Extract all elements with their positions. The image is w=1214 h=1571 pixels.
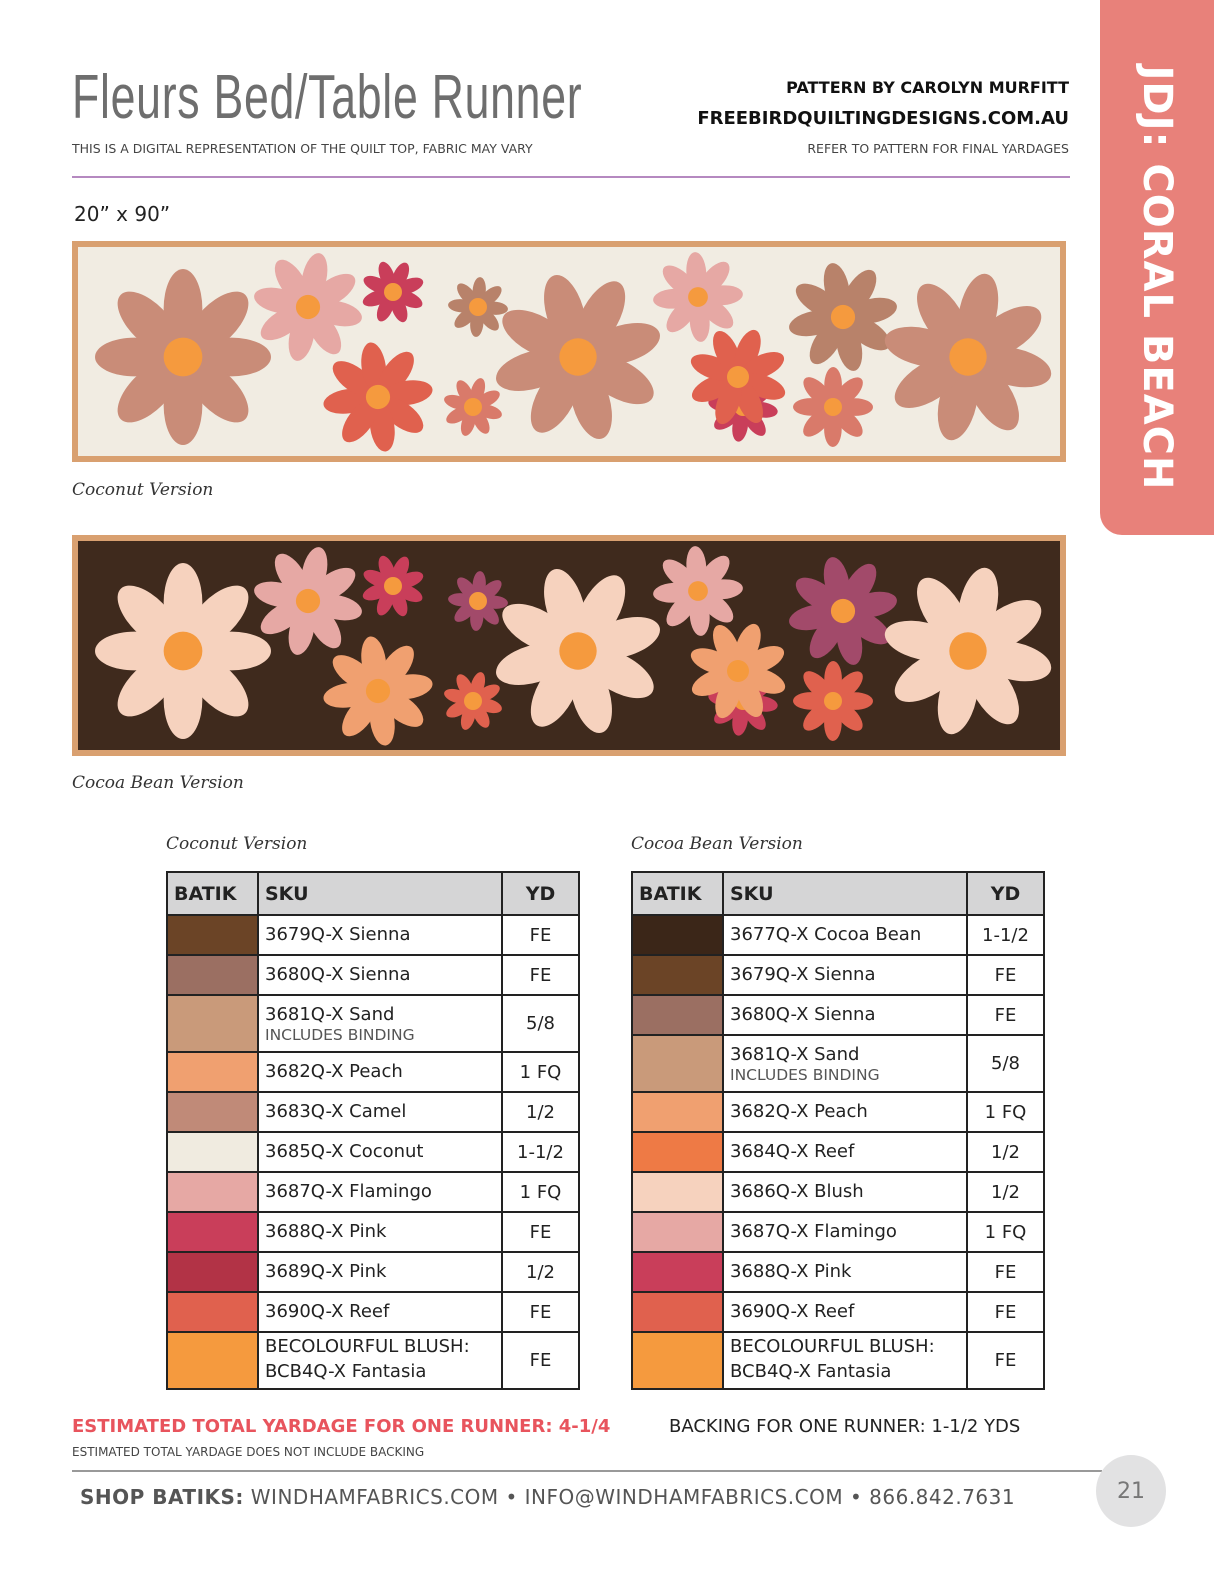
quilt-illustration (78, 541, 1060, 750)
sku-cell (723, 1172, 967, 1212)
sku: 3679Q-X Sienna (265, 924, 411, 945)
fabric-swatch (167, 1252, 258, 1292)
footer-phone: 866.842.7631 (869, 1485, 1016, 1509)
subtitle: THIS IS A DIGITAL REPRESENTATION OF THE QUILT TOP, FABRIC MAY VARY (72, 141, 533, 156)
column-header: YD (967, 872, 1044, 915)
sku-cell (258, 995, 502, 1052)
table-caption: Cocoa Bean Version (631, 834, 803, 854)
flower-center (464, 398, 482, 416)
table-row (632, 1092, 1044, 1132)
table-row (167, 1132, 579, 1172)
footer-website-link[interactable]: WINDHAMFABRICS.COM (250, 1485, 499, 1509)
flower-center (727, 366, 749, 388)
table-row (632, 1332, 1044, 1389)
estimated-yardage: ESTIMATED TOTAL YARDAGE FOR ONE RUNNER: 4-1/4 (72, 1416, 611, 1437)
sku: 3687Q-X Flamingo (730, 1221, 897, 1242)
flower-center (559, 632, 596, 669)
footer: SHOP BATIKS: WINDHAMFABRICS.COM • INFO@WINDHAMFABRICS.COM • 866.842.7631 (80, 1485, 1016, 1509)
backing-yardage: BACKING FOR ONE RUNNER: 1-1/2 YDS (669, 1416, 1021, 1437)
flower-center (464, 692, 482, 710)
table-row (632, 995, 1044, 1035)
sku-cell (723, 915, 967, 955)
sku-cell (258, 1252, 502, 1292)
sku-cell (258, 1172, 502, 1212)
table-header-row (167, 872, 579, 915)
fabric-swatch (632, 1332, 723, 1389)
table-row (632, 1035, 1044, 1092)
table-row (167, 1172, 579, 1212)
table-row (167, 1052, 579, 1092)
sku-cell (258, 1212, 502, 1252)
yardage-cell: FE (967, 995, 1044, 1035)
sku-cell (258, 915, 502, 955)
fabric-swatch (167, 955, 258, 995)
table-caption: Coconut Version (166, 834, 308, 854)
column-header: BATIK (632, 872, 723, 915)
fabric-swatch (167, 1212, 258, 1252)
sku-cell (723, 955, 967, 995)
sku: 3688Q-X Pink (265, 1221, 387, 1242)
table-row (632, 1292, 1044, 1332)
yardage-cell: FE (967, 1332, 1044, 1389)
quilt-caption: Coconut Version (72, 480, 214, 500)
sku-line2: BCB4Q-X Fantasia (265, 1360, 427, 1382)
flower-center (296, 589, 320, 613)
sku-cell (723, 1212, 967, 1252)
yardage-cell: 1 FQ (967, 1092, 1044, 1132)
sku: 3682Q-X Peach (265, 1061, 403, 1082)
sku-cell (723, 1252, 967, 1292)
fabric-swatch (632, 1132, 723, 1172)
yardage-cell: FE (502, 1292, 579, 1332)
sku-cell (258, 1052, 502, 1092)
table-row (632, 1172, 1044, 1212)
designer-website: FREEBIRDQUILTINGDESIGNS.COM.AU (697, 108, 1069, 129)
sku: 3688Q-X Pink (730, 1261, 852, 1282)
collection-tab-label: JDJ: CORAL BEACH (1134, 65, 1180, 491)
sku: 3684Q-X Reef (730, 1141, 855, 1162)
column-header: SKU (258, 872, 502, 915)
flower-center (384, 283, 402, 301)
column-header: SKU (723, 872, 967, 915)
shop-label: SHOP BATIKS: (80, 1485, 244, 1509)
flower-center (949, 632, 986, 669)
quilt-caption: Cocoa Bean Version (72, 773, 244, 793)
sku: 3690Q-X Reef (265, 1301, 390, 1322)
sku-cell (723, 1092, 967, 1132)
sku-note: INCLUDES BINDING (265, 1025, 415, 1044)
quilt-image-cocoa-bean (72, 535, 1066, 756)
sku: 3682Q-X Peach (730, 1101, 868, 1122)
flower-center (949, 338, 986, 375)
flower-center (164, 338, 203, 377)
sku: BECOLOURFUL BLUSH: (730, 1335, 935, 1357)
table-row (632, 1132, 1044, 1172)
yardage-cell: 1/2 (502, 1252, 579, 1292)
yardage-cell: FE (967, 1292, 1044, 1332)
table-row (167, 1092, 579, 1132)
fabric-swatch (167, 1132, 258, 1172)
quilt-size: 20” x 90” (74, 202, 171, 226)
column-header: BATIK (167, 872, 258, 915)
table-row (632, 1252, 1044, 1292)
fabric-swatch (167, 1092, 258, 1132)
yardage-cell: 1-1/2 (967, 915, 1044, 955)
yardage-cell: 5/8 (502, 995, 579, 1052)
page-number: 21 (1096, 1455, 1166, 1527)
header-divider (72, 176, 1070, 178)
fabric-swatch (632, 1035, 723, 1092)
fabric-table-cocoa-bean (631, 871, 1045, 1390)
quilt-illustration (78, 247, 1060, 456)
sku-cell (258, 955, 502, 995)
yardage-cell: FE (502, 1332, 579, 1389)
flower-center (366, 679, 390, 703)
sku: 3679Q-X Sienna (730, 964, 876, 985)
fabric-swatch (632, 1212, 723, 1252)
yardage-cell: 1/2 (967, 1132, 1044, 1172)
sku-cell (723, 1132, 967, 1172)
flower-center (469, 298, 487, 316)
sku-cell (258, 1092, 502, 1132)
fabric-swatch (632, 1252, 723, 1292)
sku: 3683Q-X Camel (265, 1101, 407, 1122)
sku-cell (723, 1292, 967, 1332)
table-row (632, 955, 1044, 995)
sku-cell (258, 1132, 502, 1172)
yardage-cell: FE (502, 955, 579, 995)
sku-cell (258, 1332, 502, 1389)
fabric-swatch (167, 1332, 258, 1389)
yardage-cell: 1 FQ (967, 1212, 1044, 1252)
yardage-cell: 5/8 (967, 1035, 1044, 1092)
sku-line2: BCB4Q-X Fantasia (730, 1360, 892, 1382)
flower-center (384, 577, 402, 595)
yardage-cell: FE (502, 1212, 579, 1252)
footer-divider (72, 1470, 1102, 1472)
sku: BECOLOURFUL BLUSH: (265, 1335, 470, 1357)
yardage-cell: 1 FQ (502, 1172, 579, 1212)
fabric-swatch (632, 995, 723, 1035)
sku: 3677Q-X Cocoa Bean (730, 924, 922, 945)
fabric-swatch (632, 1292, 723, 1332)
table-row (167, 1252, 579, 1292)
flower-center (824, 398, 842, 416)
table-row (167, 1212, 579, 1252)
sku: 3681Q-X Sand (730, 1043, 860, 1065)
table-row (167, 995, 579, 1052)
sku: 3680Q-X Sienna (265, 964, 411, 985)
table-row (167, 915, 579, 955)
fabric-swatch (632, 1172, 723, 1212)
page-title: Fleurs Bed/Table Runner (72, 63, 583, 132)
sku: 3687Q-X Flamingo (265, 1181, 432, 1202)
flower-center (164, 632, 203, 671)
table-header-row (632, 872, 1044, 915)
sku-cell (723, 1035, 967, 1092)
yardage-cell: FE (502, 915, 579, 955)
sku-cell (258, 1292, 502, 1332)
sku: 3689Q-X Pink (265, 1261, 387, 1282)
fabric-swatch (167, 995, 258, 1052)
fabric-table-coconut (166, 871, 580, 1390)
yardage-cell: FE (967, 955, 1044, 995)
flower-center (831, 305, 855, 329)
yardage-cell: FE (967, 1252, 1044, 1292)
sku-note: INCLUDES BINDING (730, 1065, 880, 1084)
flower-center (688, 287, 708, 307)
sku-cell (723, 1332, 967, 1389)
flower-center (688, 581, 708, 601)
flower-center (366, 385, 390, 409)
flower-center (559, 338, 596, 375)
footer-email-link[interactable]: INFO@WINDHAMFABRICS.COM (524, 1485, 844, 1509)
table-row (167, 955, 579, 995)
fabric-swatch (632, 915, 723, 955)
refer-note: REFER TO PATTERN FOR FINAL YARDAGES (807, 141, 1069, 156)
fabric-swatch (167, 1292, 258, 1332)
sku: 3685Q-X Coconut (265, 1141, 424, 1162)
flower-center (824, 692, 842, 710)
table-row (632, 915, 1044, 955)
table-row (632, 1212, 1044, 1252)
flower-center (727, 660, 749, 682)
table-row (167, 1332, 579, 1389)
sku: 3680Q-X Sienna (730, 1004, 876, 1025)
yardage-cell: 1 FQ (502, 1052, 579, 1092)
sku-cell (723, 995, 967, 1035)
fabric-swatch (167, 1052, 258, 1092)
designer-credit: PATTERN BY CAROLYN MURFITT (786, 78, 1069, 97)
yardage-cell: 1/2 (967, 1172, 1044, 1212)
quilt-image-coconut (72, 241, 1066, 462)
fabric-swatch (167, 1172, 258, 1212)
flower-center (296, 295, 320, 319)
yardage-cell: 1-1/2 (502, 1132, 579, 1172)
table-row (167, 1292, 579, 1332)
flower-center (831, 599, 855, 623)
fabric-swatch (632, 955, 723, 995)
sku: 3681Q-X Sand (265, 1003, 395, 1025)
estimated-yardage-note: ESTIMATED TOTAL YARDAGE DOES NOT INCLUDE BACKING (72, 1445, 425, 1459)
fabric-swatch (632, 1092, 723, 1132)
sku: 3690Q-X Reef (730, 1301, 855, 1322)
column-header: YD (502, 872, 579, 915)
yardage-cell: 1/2 (502, 1092, 579, 1132)
fabric-swatch (167, 915, 258, 955)
sku: 3686Q-X Blush (730, 1181, 864, 1202)
flower-center (469, 592, 487, 610)
